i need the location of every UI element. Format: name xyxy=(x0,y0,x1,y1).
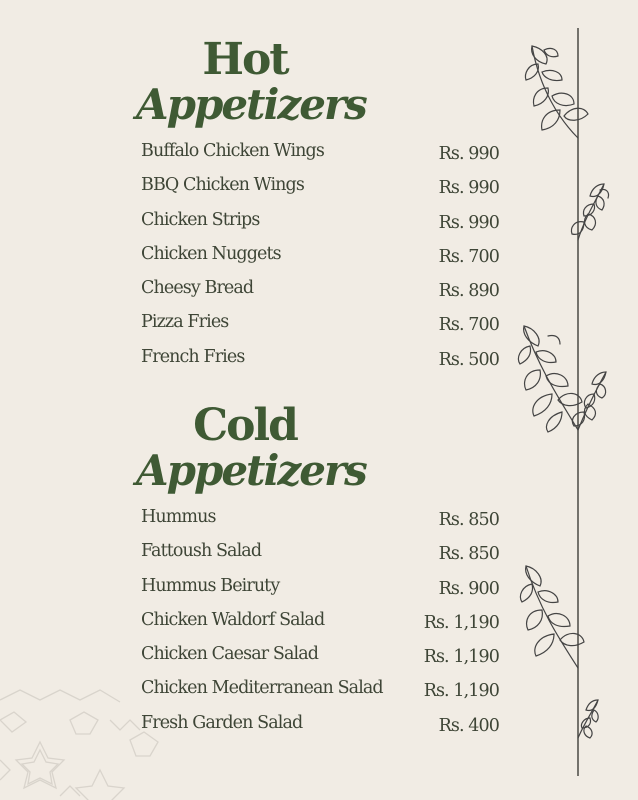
menu-item xyxy=(140,644,502,678)
item-name: Pizza Fries xyxy=(141,312,229,333)
item-price: Rs. 500 xyxy=(438,349,499,370)
item-name: Chicken Mediterranean Salad xyxy=(141,678,383,699)
item-price: Rs. 850 xyxy=(438,544,499,565)
item-name: Fresh Garden Salad xyxy=(141,712,303,733)
section-title xyxy=(136,34,366,129)
item-name: Chicken Waldorf Salad xyxy=(141,609,325,630)
item-price: Rs. 1,190 xyxy=(423,681,499,702)
item-price: Rs. 990 xyxy=(438,212,499,233)
item-price: Rs. 850 xyxy=(438,510,499,530)
menu-item xyxy=(140,141,502,175)
item-name: Chicken Nuggets xyxy=(141,243,281,264)
menu-list xyxy=(140,141,502,381)
menu-item xyxy=(140,347,502,381)
menu-item xyxy=(140,576,502,610)
geometric-pattern-icon xyxy=(0,690,158,800)
item-price: Rs. 900 xyxy=(438,578,499,599)
menu-item xyxy=(140,713,502,747)
item-name: Chicken Caesar Salad xyxy=(141,644,319,665)
menu-item xyxy=(140,278,502,312)
section-title-line2: Appetizers xyxy=(136,80,366,129)
menu-item xyxy=(140,175,502,209)
menu-list xyxy=(140,507,502,747)
menu-item xyxy=(140,678,502,712)
hot-appetizers-section xyxy=(136,34,502,381)
cold-appetizers-section xyxy=(136,400,502,747)
section-title-line2: Appetizers xyxy=(136,446,366,495)
item-price: Rs. 1,190 xyxy=(423,647,499,668)
item-price: Rs. 990 xyxy=(438,144,499,164)
menu-item xyxy=(140,507,502,541)
item-name: Buffalo Chicken Wings xyxy=(141,141,324,161)
item-price: Rs. 700 xyxy=(438,246,499,267)
item-name: Hummus xyxy=(141,507,216,527)
item-name: BBQ Chicken Wings xyxy=(141,175,304,196)
menu-item xyxy=(140,210,502,244)
item-name: Hummus Beiruty xyxy=(141,575,280,596)
item-name: Chicken Strips xyxy=(141,209,260,230)
item-price: Rs. 1,190 xyxy=(423,612,499,633)
item-price: Rs. 400 xyxy=(438,715,499,736)
leaf-branch-icon xyxy=(518,46,608,738)
item-price: Rs. 700 xyxy=(438,315,499,336)
menu-item xyxy=(140,541,502,575)
section-title xyxy=(136,400,366,495)
section-title-line1: Hot xyxy=(202,34,288,85)
menu-item xyxy=(140,244,502,278)
item-name: Cheesy Bread xyxy=(141,278,254,299)
item-name: French Fries xyxy=(141,346,245,367)
menu-item xyxy=(140,312,502,346)
section-title-line1: Cold xyxy=(193,400,297,451)
item-price: Rs. 990 xyxy=(438,178,499,199)
item-name: Fattoush Salad xyxy=(141,541,262,562)
item-price: Rs. 890 xyxy=(438,281,499,302)
menu-item xyxy=(140,610,502,644)
